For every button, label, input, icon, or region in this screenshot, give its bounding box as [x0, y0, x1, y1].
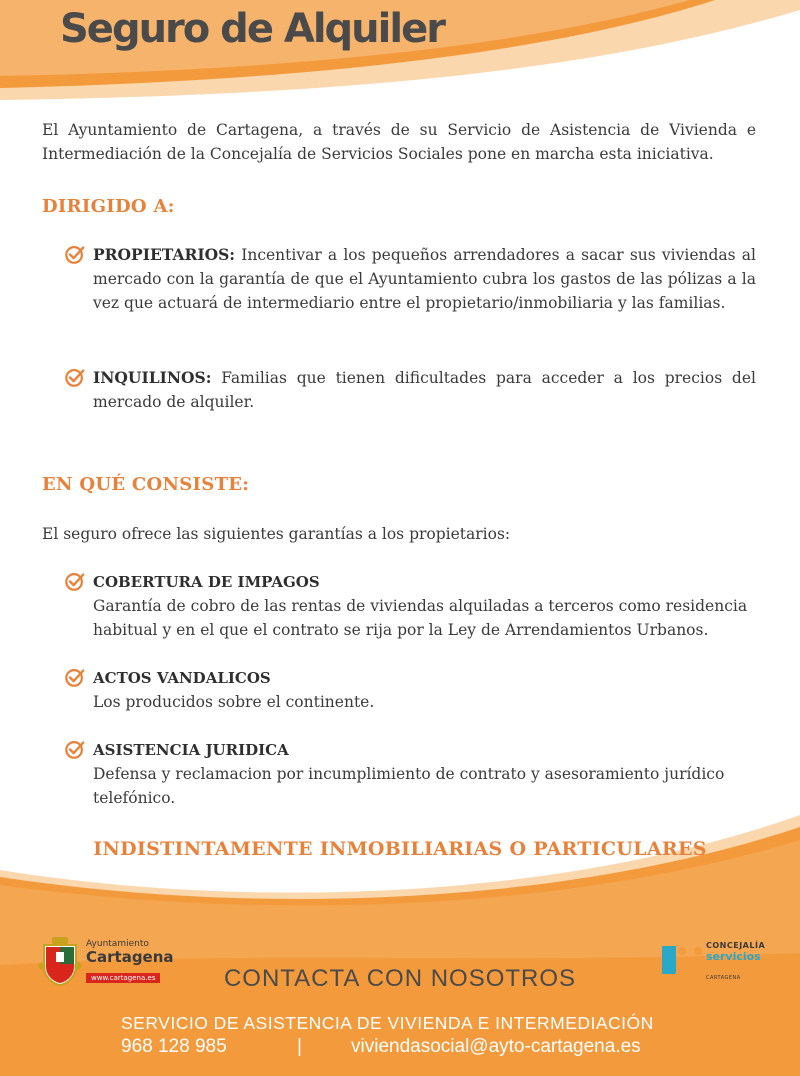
guarantee-description: Garantía de cobro de las rentas de viviendas alquiladas a terceros como residencia habitual y en el que el contrato se rija por la Ley de Arrendamientos Urbanos.	[93, 597, 748, 639]
guarantees-lead: El seguro ofrece las siguientes garantías a los propietarios:	[42, 525, 511, 543]
section-heading-consists: EN QUÉ CONSISTE:	[42, 474, 250, 495]
ss-label-dept: CONCEJALÍA	[706, 941, 766, 950]
list-item-owners	[64, 243, 756, 315]
section-heading-target: DIRIGIDO A:	[42, 196, 175, 217]
contact-separator: |	[297, 1036, 302, 1057]
item-description: Familias que tienen dificultades para acceder a los precios del mercado de alquiler.	[93, 369, 756, 411]
page-title: Seguro de Alquiler	[60, 6, 444, 52]
check-icon	[64, 366, 86, 388]
logo-url[interactable]: www.cartagena.es	[86, 973, 160, 983]
list-item-vandalism	[64, 666, 756, 714]
item-title: PROPIETARIOS:	[93, 245, 236, 264]
item-title: INQUILINOS:	[93, 368, 212, 387]
guarantee-description: Defensa y reclamacion por incumplimiento de contrato y asesoramiento jurídico telefónico.	[93, 765, 725, 807]
ss-label-sociales: sociales	[706, 961, 756, 974]
ss-label-city: CARTAGENA	[706, 975, 741, 981]
item-description: Incentivar a los pequeños arrendadores a sacar sus viviendas al mercado con la garantía de que el Ayuntamiento cubra los gastos de las pólizas a la vez que actuará de intermediario entre el propietario/inmobiliaria y las familias.	[93, 246, 756, 312]
closing-banner-text: INDISTINTAMENTE INMOBILIARIAS O PARTICULARES	[93, 838, 707, 860]
service-name: SERVICIO DE ASISTENCIA DE VIVIENDA E INTERMEDIACIÓN	[121, 1013, 654, 1033]
check-icon	[64, 243, 86, 265]
list-item-legal	[64, 738, 756, 810]
email-link[interactable]: viviendasocial@ayto-cartagena.es	[351, 1036, 641, 1057]
check-icon	[64, 570, 86, 592]
guarantee-description: Los producidos sobre el continente.	[93, 693, 375, 711]
phone-link[interactable]: 968 128 985	[121, 1036, 227, 1057]
logo-label-city: Cartagena	[86, 947, 174, 966]
guarantee-title: ACTOS VANDALICOS	[93, 669, 271, 687]
contact-heading: CONTACTA CON NOSOTROS	[223, 965, 577, 992]
check-icon	[64, 738, 86, 760]
list-item-nonpayment	[64, 570, 756, 642]
ss-label-servicios: servicios	[706, 950, 761, 963]
intro-paragraph: El Ayuntamiento de Cartagena, a través de su Servicio de Asistencia de Vivienda e Intermediación de la Concejalía de Servicios Sociales pone en marcha esta iniciativa.	[42, 121, 756, 163]
list-item-tenants	[64, 366, 756, 414]
guarantee-title: COBERTURA DE IMPAGOS	[93, 573, 320, 591]
check-icon	[64, 666, 86, 688]
logo-label-small: Ayuntamiento	[86, 938, 149, 949]
guarantee-title: ASISTENCIA JURIDICA	[93, 741, 289, 759]
